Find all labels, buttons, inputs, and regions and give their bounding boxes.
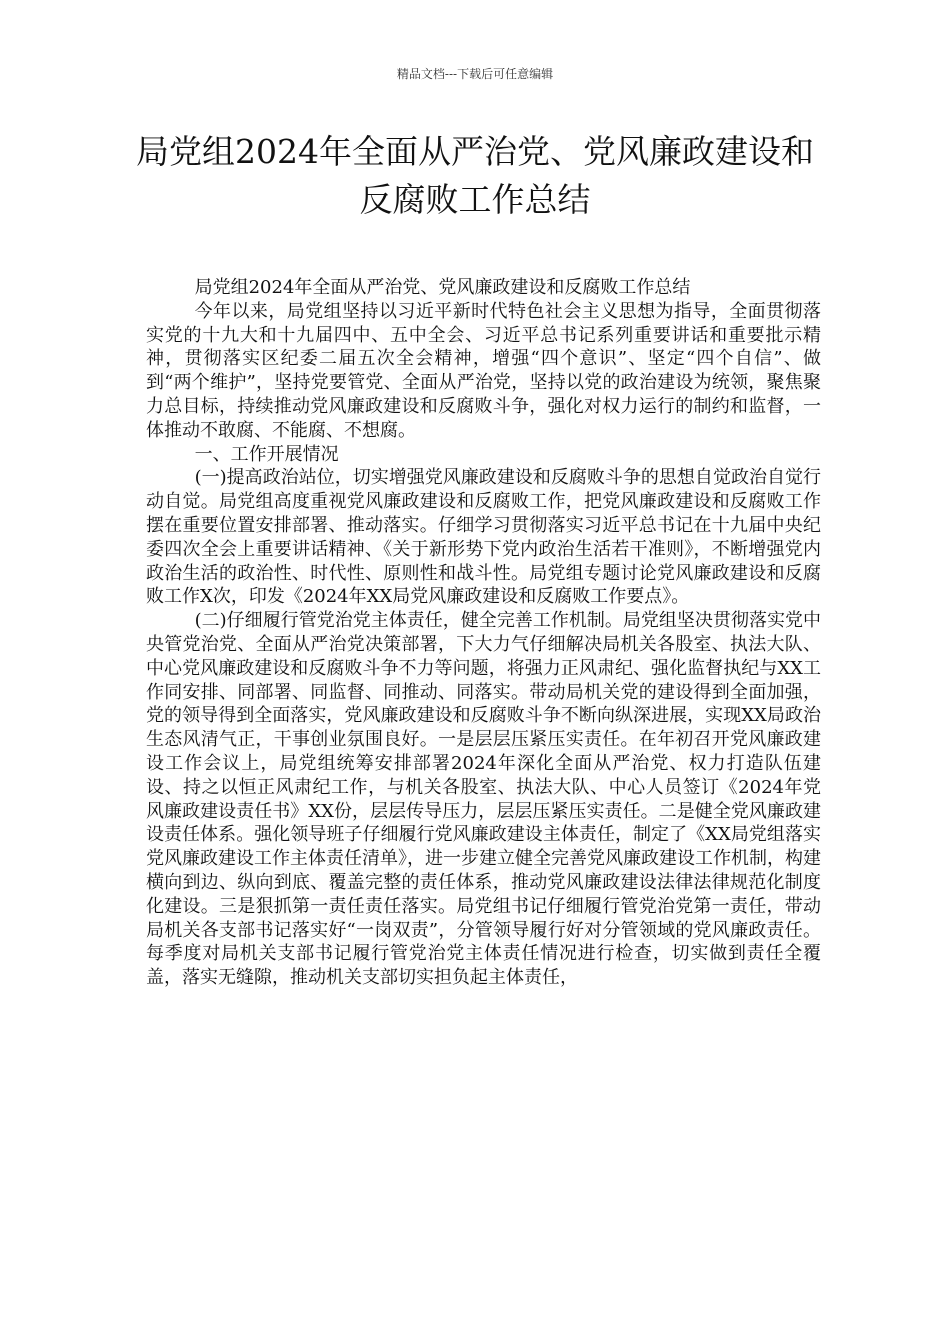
paragraph-intro: 今年以来，局党组坚持以习近平新时代特色社会主义思想为指导，全面贯彻落实党的十九大和十九届四中、五中全会、习近平总书记系列重要讲话和重要批示精神，贯彻落实区纪委二届五次全会精神，增强“四个意识”、坚定“四个自信”、做到“两个维护”，坚持党要管党、全面从严治党，坚持以党的政治建设为统领，聚焦聚力总目标，持续推动党风廉政建设和反腐败斗争，强化对权力运行的制约和监督，一体推动不敢腐、不能腐、不想腐。 bbox=[146, 300, 821, 441]
paragraph-section-1: (一)提高政治站位，切实增强党风廉政建设和反腐败斗争的思想自觉政治自觉行动自觉。局党组高度重视党风廉政建设和反腐败工作，把党风廉政建设和反腐败工作摆在重要位置安排部署、推动落实。仔细学习贯彻落实习近平总书记在十九届中央纪委四次全会上重要讲话精神、《关于新形势下党内政治生活若干准则》，不断增强党内政治生活的政治性、时代性、原则性和战斗性。局党组专题讨论党风廉政建设和反腐败工作X次，印发《2024年XX局党风廉政建设和反腐败工作要点》。 bbox=[146, 467, 821, 608]
section-heading: 一、工作开展情况 bbox=[194, 443, 339, 465]
paragraph-section-2: (二)仔细履行管党治党主体责任，健全完善工作机制。局党组坚决贯彻落实党中央管党治党、全面从严治党决策部署，下大力气仔细解决局机关各股室、执法大队、中心党风廉政建设和反腐败斗争不力等问题，将强力正风肃纪、强化监督执纪与XX工作同安排、同部署、同监督、同推动、同落实。带动局机关党的建设得到全面加强，党的领导得到全面落实，党风廉政建设和反腐败斗争不断向纵深进展，实现XX局政治生态风清气正，干事创业氛围良好。一是层层压紧压实责任。在年初召开党风廉政建设工作会议上，局党组统筹安排部署2024年深化全面从严治党、权力打造队伍建设、持之以恒正风肃纪工作，与机关各股室、执法大队、中心人员签订《2024年党风廉政建设责任书》XX份，层层传导压力，层层压紧压实责任。二是健全党风廉政建设责任体系。强化领导班子仔细履行党风廉政建设主体责任，制定了《XX局党组落实党风廉政建设工作主体责任清单》，进一步建立健全完善党风廉政建设工作机制，构建横向到边、纵向到底、覆盖完整的责任体系，推动党风廉政建设法律法律规范化制度化建设。三是狠抓第一责任责任落实。局党组书记仔细履行管党治党第一责任，带动局机关各支部书记落实好“一岗双责”，分管领导履行好对分管领域的党风廉政责任。每季度对局机关支部书记履行管党治党主体责任情况进行检查，切实做到责任全覆盖，落实无缝隙，推动机关支部切实担负起主体责任， bbox=[146, 610, 821, 989]
paragraph-subtitle: 局党组2024年全面从严治党、党风廉政建设和反腐败工作总结 bbox=[194, 277, 691, 298]
document-title: 局党组2024年全面从严治党、党风廉政建设和反腐败工作总结 bbox=[136, 132, 814, 219]
header-note: 精品文档---下载后可任意编辑 bbox=[396, 67, 554, 81]
document-body bbox=[146, 276, 821, 990]
